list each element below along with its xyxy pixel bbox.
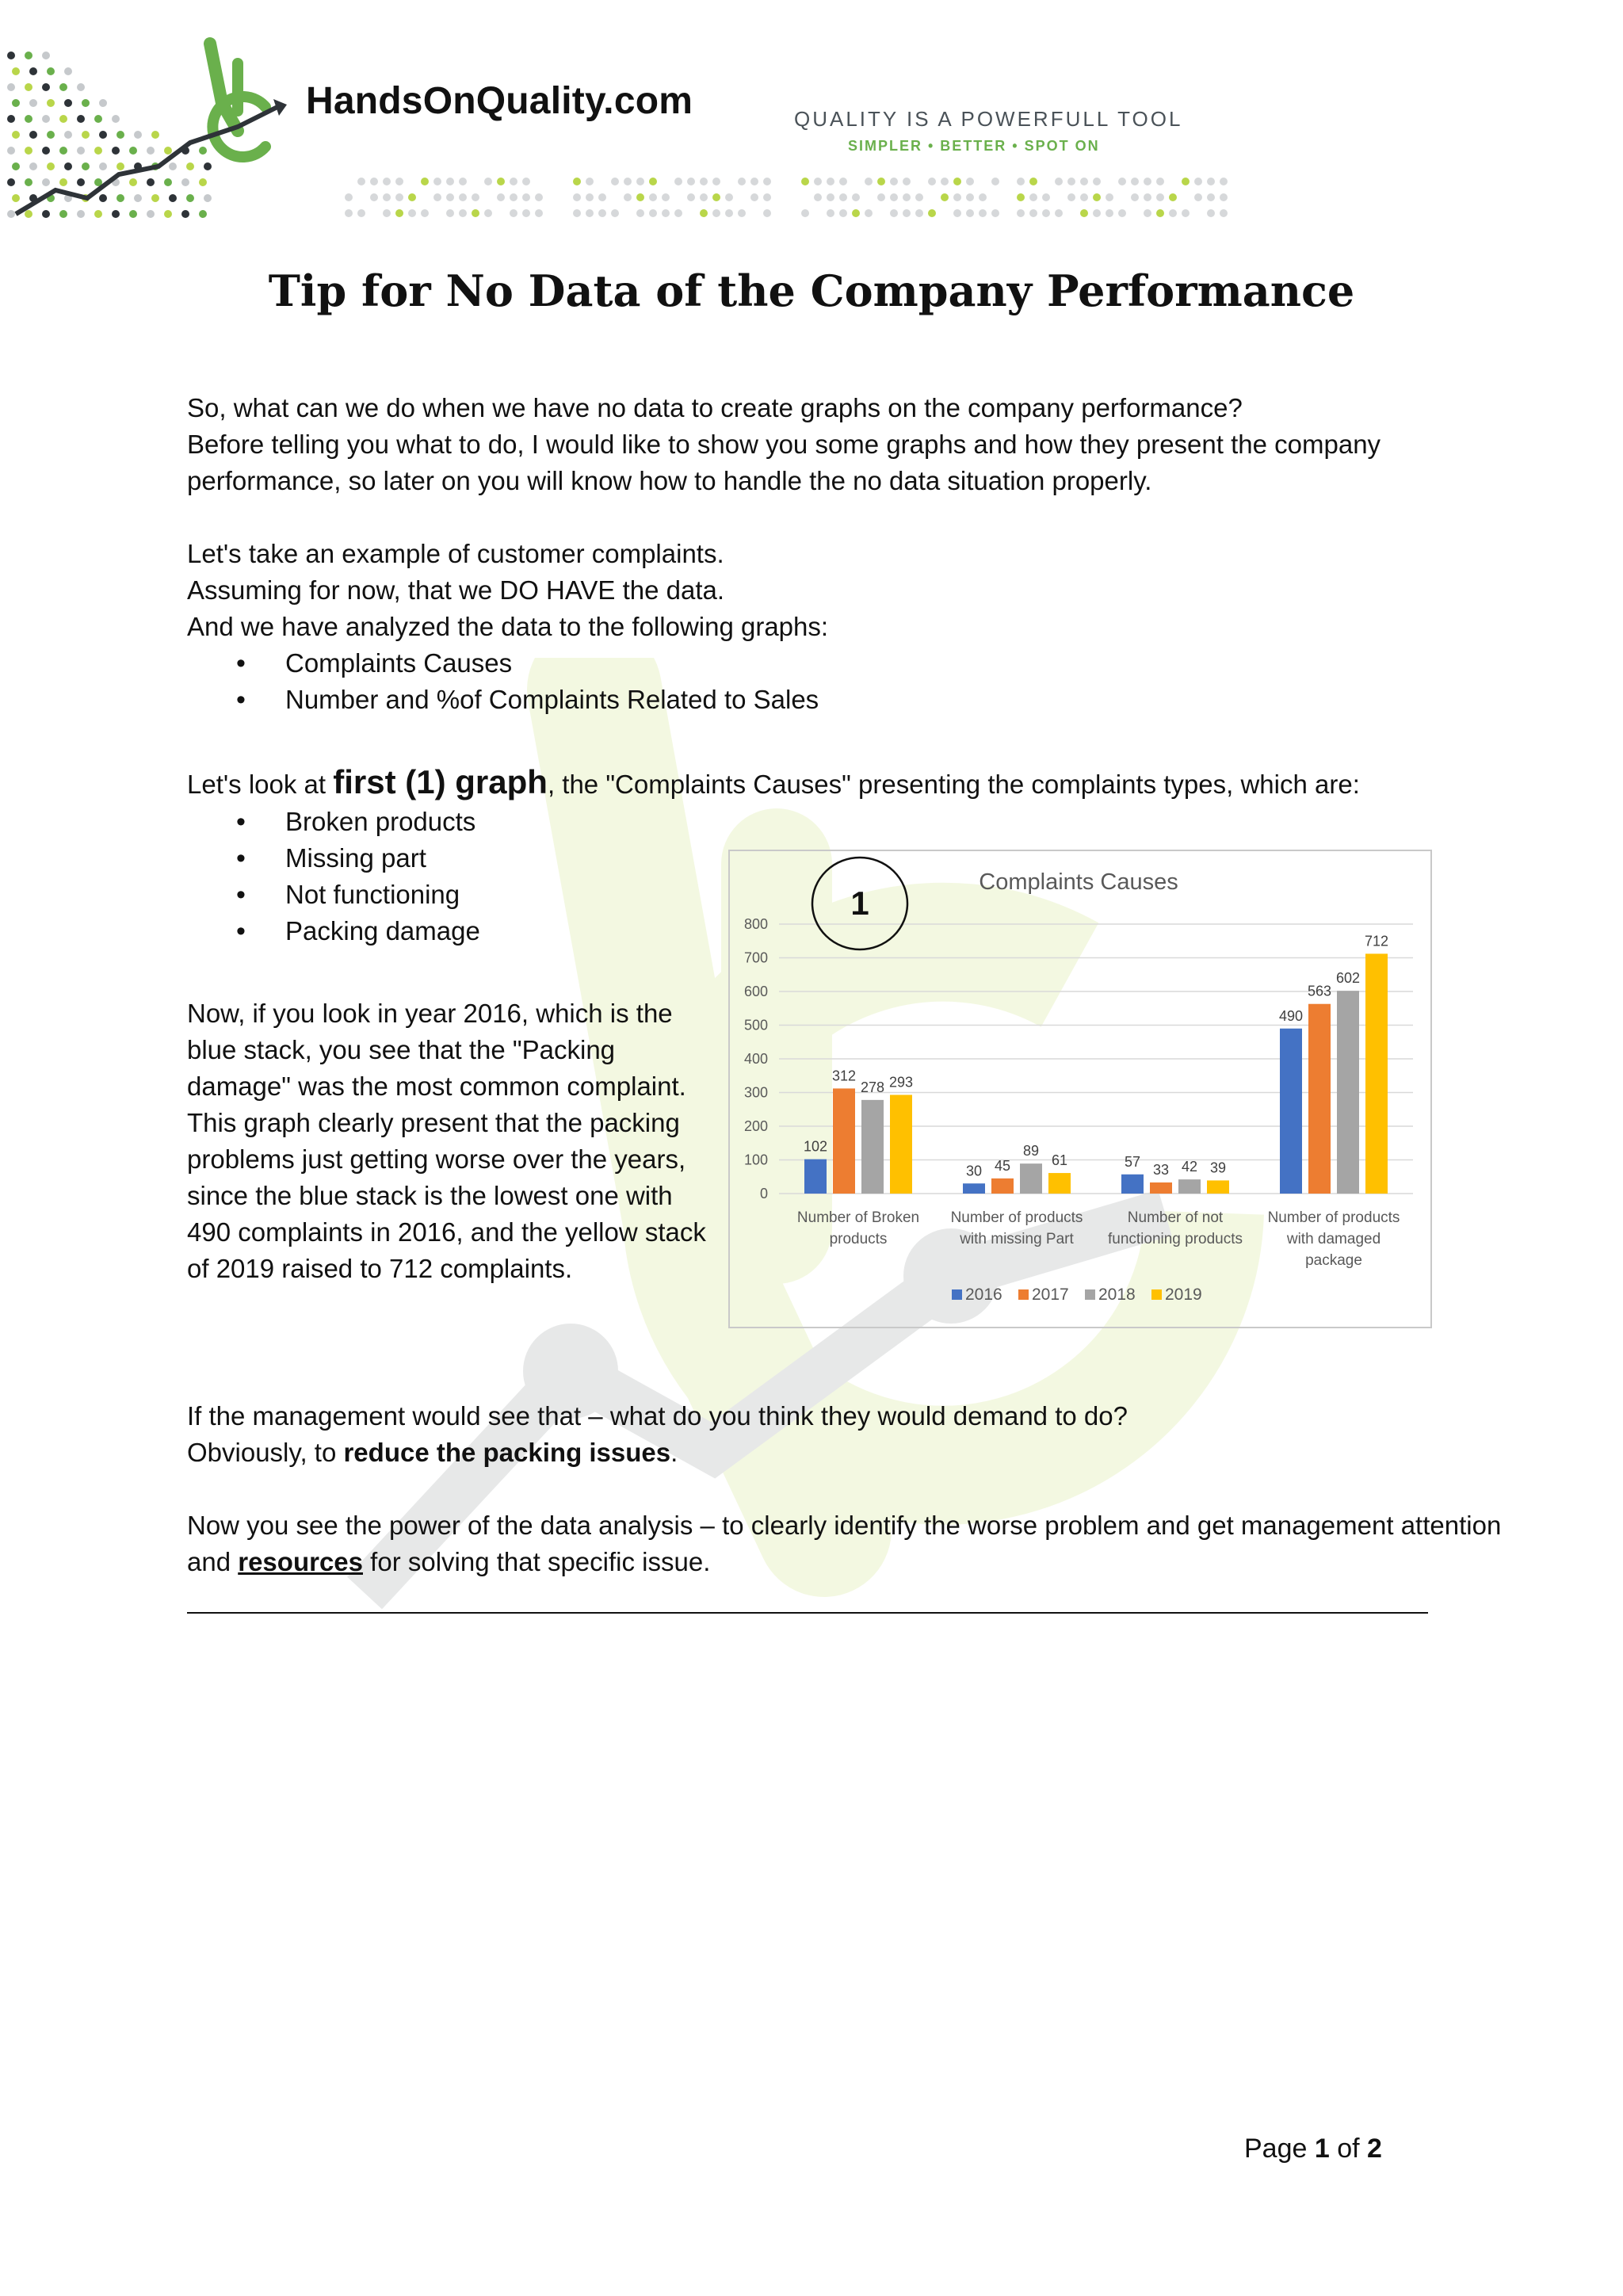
graph-list (187, 645, 1487, 718)
conclusion-suffix: for solving that specific issue. (363, 1547, 711, 1576)
management-line (187, 1435, 1518, 1471)
management-prefix: Obviously, to (187, 1438, 344, 1467)
data-label: 45 (994, 1157, 1011, 1174)
example-line: Let's take an example of customer complaints. (187, 539, 724, 568)
first-graph-intro (187, 764, 1518, 803)
data-label: 61 (1051, 1152, 1068, 1169)
bar-2016 (1121, 1175, 1144, 1194)
page-current: 1 (1314, 2134, 1330, 2164)
chart-svg (730, 851, 1430, 1327)
x-category-label: Number of products (1267, 1209, 1400, 1226)
x-category-label: Number of Broken (796, 1209, 920, 1226)
complaints-causes-chart (728, 850, 1432, 1328)
management-suffix: . (670, 1438, 678, 1467)
y-tick-label: 700 (743, 949, 768, 966)
y-tick-label: 0 (759, 1186, 768, 1201)
bar-2017 (833, 1088, 855, 1194)
conclusion-prefix: Now you see the power of the data analysis – to clearly identify the worse problem and get management attention and (187, 1511, 1502, 1576)
x-category-label: products (829, 1231, 888, 1247)
x-category-label: with damaged (1286, 1231, 1381, 1247)
page-number (1244, 2134, 1382, 2164)
analysis-line: Now, if you look in year 2016, which is the blue stack, you see that the "Packing damage" was the most common complaint. (187, 999, 686, 1101)
conclusion-paragraph (187, 1507, 1518, 1580)
bar-2019 (890, 1095, 912, 1194)
y-tick-label: 400 (743, 1051, 768, 1067)
decorative-dots-icon (341, 170, 1236, 226)
list-item: • Packing damage (187, 913, 742, 949)
legend-swatch-2016 (952, 1289, 962, 1300)
tagline: QUALITY IS A POWERFULL TOOL (794, 107, 1183, 131)
x-category-label: Number of products (950, 1209, 1083, 1226)
analysis-paragraph (187, 995, 710, 1287)
legend-label: 2016 (965, 1286, 1002, 1304)
x-category-label: Number of not (1127, 1209, 1224, 1226)
page-middle: of (1329, 2134, 1368, 2164)
example-paragraph (187, 536, 1487, 718)
first-graph-suffix: , the "Complaints Causes" presenting the complaints types, which are: (547, 770, 1360, 799)
page-total: 2 (1367, 2134, 1382, 2164)
first-graph-emphasis: first (1) graph (333, 763, 548, 800)
management-emphasis: reduce the packing issues (343, 1438, 671, 1467)
legend-label: 2018 (1098, 1286, 1136, 1304)
y-tick-label: 500 (743, 1017, 768, 1033)
data-label: 33 (1152, 1161, 1170, 1178)
complaint-type-list (187, 804, 742, 949)
list-item: • Missing part (187, 840, 742, 877)
management-line: If the management would see that – what do you think they would demand to do? (187, 1401, 1128, 1431)
intro-line: So, what can we do when we have no data to create graphs on the company performance? (187, 393, 1243, 422)
analysis-line: This graph clearly present that the packing problems just getting worse over the years, since the blue stack is the lowest one with 490 complaints in 2016, and the yellow stack of 2019 raised to 712 complaints. (187, 1108, 706, 1283)
bar-2018 (1178, 1179, 1201, 1194)
bar-2017 (1150, 1182, 1172, 1194)
data-label: 278 (860, 1079, 885, 1095)
bar-2017 (1308, 1004, 1331, 1194)
logo-icon (0, 32, 301, 230)
badge-number: 1 (850, 884, 869, 922)
example-line: And we have analyzed the data to the following graphs: (187, 612, 829, 641)
data-label: 490 (1278, 1007, 1304, 1024)
legend-swatch-2018 (1085, 1289, 1095, 1300)
bar-2019 (1207, 1180, 1229, 1194)
data-label: 57 (1124, 1153, 1141, 1170)
brand-name[interactable]: HandsOnQuality.com (306, 80, 693, 122)
data-label: 102 (803, 1138, 828, 1155)
bar-2019 (1048, 1173, 1071, 1194)
management-paragraph (187, 1398, 1518, 1471)
y-tick-label: 200 (743, 1118, 768, 1134)
data-label: 712 (1364, 933, 1389, 949)
example-line: Assuming for now, that we DO HAVE the data. (187, 575, 725, 605)
intro-line: Before telling you what to do, I would like to show you some graphs and how they present the company performance, so later on you will know how to handle the no data situation properly. (187, 430, 1381, 495)
x-category-label: functioning products (1107, 1231, 1243, 1247)
legend-label: 2019 (1165, 1286, 1202, 1304)
list-item: • Number and %of Complaints Related to Sales (187, 682, 1487, 718)
bar-2018 (1337, 991, 1359, 1194)
data-label: 563 (1307, 983, 1332, 999)
bar-2018 (861, 1100, 884, 1194)
y-tick-label: 600 (743, 984, 768, 999)
data-label: 42 (1181, 1159, 1198, 1175)
list-item: • Complaints Causes (187, 645, 1487, 682)
bar-2017 (991, 1179, 1014, 1194)
chart-title: Complaints Causes (979, 869, 1178, 895)
y-tick-label: 100 (743, 1152, 768, 1168)
intro-paragraph (187, 390, 1487, 499)
divider (187, 1612, 1428, 1614)
data-label: 30 (965, 1163, 983, 1179)
first-graph-prefix: Let's look at (187, 770, 334, 799)
page-title: Tip for No Data of the Company Performance (268, 266, 1355, 316)
y-tick-label: 800 (743, 916, 768, 932)
data-label: 39 (1209, 1159, 1227, 1176)
list-item: • Broken products (187, 804, 742, 840)
list-item: • Not functioning (187, 877, 742, 913)
bar-2019 (1365, 953, 1388, 1194)
sub-tagline: SIMPLER • BETTER • SPOT ON (848, 138, 1100, 154)
page-prefix: Page (1244, 2134, 1315, 2164)
data-label: 293 (888, 1074, 914, 1091)
data-label: 602 (1335, 970, 1361, 987)
bar-2016 (963, 1183, 985, 1194)
resources-link: resources (238, 1547, 363, 1576)
data-label: 89 (1022, 1143, 1040, 1159)
y-tick-label: 300 (743, 1084, 768, 1101)
x-category-label: package (1305, 1252, 1362, 1269)
legend-label: 2017 (1032, 1286, 1069, 1304)
x-category-label: with missing Part (960, 1231, 1074, 1247)
complaint-types (187, 804, 742, 949)
legend-swatch-2019 (1151, 1289, 1162, 1300)
bar-2016 (1280, 1029, 1302, 1194)
bar-2018 (1020, 1163, 1042, 1194)
data-label: 312 (831, 1068, 857, 1084)
legend-swatch-2017 (1018, 1289, 1029, 1300)
bar-2016 (804, 1159, 827, 1194)
